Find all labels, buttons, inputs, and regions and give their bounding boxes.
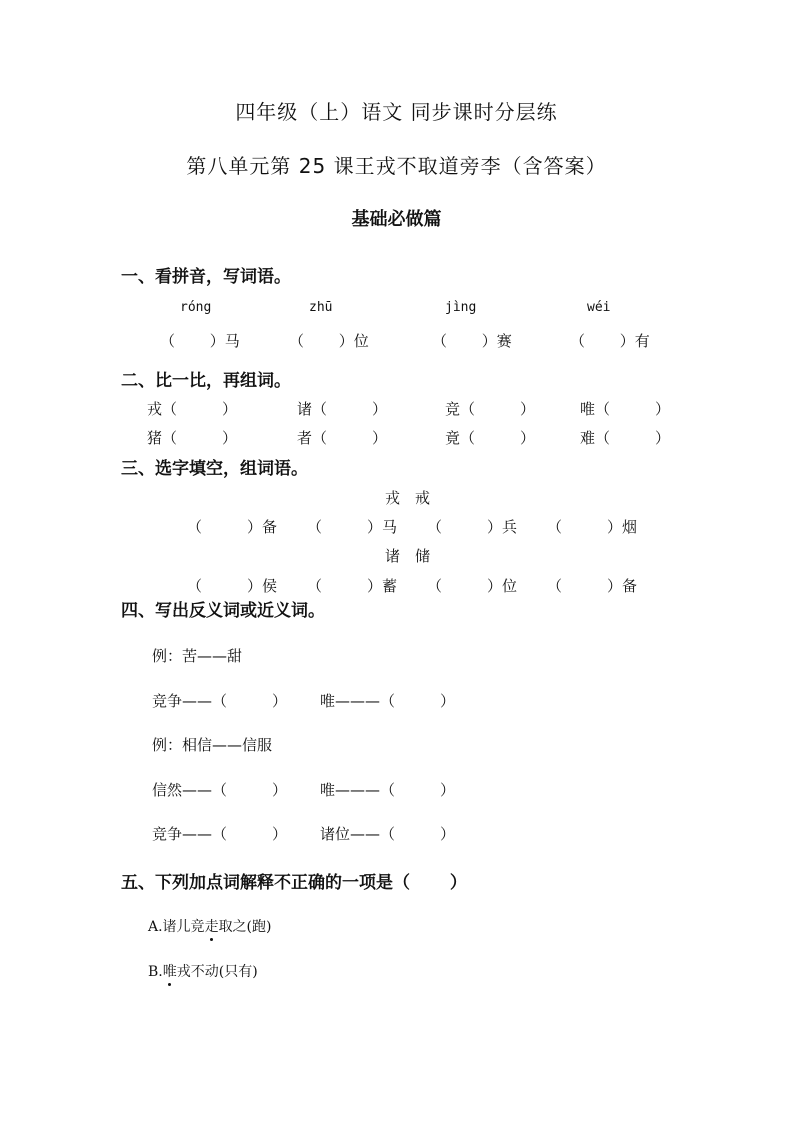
- q1-blank-1: （ ）马: [160, 332, 240, 350]
- q2-row1-2: 诸（ ）: [297, 400, 388, 418]
- q3-group1-blank-4: （ ）烟: [547, 518, 638, 536]
- q3-group2-blank-1: （ ）侯: [187, 577, 278, 595]
- q3-group1-blank-1: （ ）备: [187, 518, 278, 536]
- q1-blank-4: （ ）有: [570, 332, 650, 350]
- q5-option-b-dotted-char: 唯: [162, 964, 177, 980]
- q3-group1-blank-3: （ ）兵: [427, 518, 518, 536]
- q1-blank-2: （ ）位: [289, 332, 369, 350]
- q5-option-a: [148, 916, 272, 936]
- q2-row2-2: 者（ ）: [297, 429, 388, 447]
- q2-heading: 二、比一比，再组词。: [121, 371, 291, 391]
- q3-group2-blank-3: （ ）位: [427, 577, 518, 595]
- q5-heading: 五、下列加点词解释不正确的一项是（ ）: [121, 873, 467, 893]
- q5-option-a-suffix: 取之(跑): [218, 919, 272, 935]
- q4-line2-2: 唯———（ ）: [320, 781, 456, 799]
- q5-option-b: [148, 961, 258, 981]
- q2-row2-4: 难（ ）: [580, 429, 671, 447]
- q2-row1-3: 竞（ ）: [445, 400, 536, 418]
- q4-example-1: 例：苦——甜: [152, 647, 243, 665]
- q5-option-a-prefix: A.诸儿竞: [148, 919, 205, 935]
- q4-example-2: 例：相信——信服: [152, 736, 273, 754]
- q4-line3-1: 竞争——（ ）: [152, 825, 288, 843]
- q4-line2-1: 信然——（ ）: [152, 781, 288, 799]
- q4-heading: 四、写出反义词或近义词。: [121, 601, 325, 621]
- q1-pinyin-2: zhū: [309, 300, 333, 315]
- q2-row1-1: 戎（ ）: [147, 400, 238, 418]
- q3-group1-blank-2: （ ）马: [307, 518, 398, 536]
- q1-pinyin-1: róng: [180, 300, 212, 315]
- q4-line1-2: 唯———（ ）: [320, 692, 456, 710]
- q2-row2-1: 猪（ ）: [147, 429, 238, 447]
- q3-group2-chars: 诸 储: [385, 547, 431, 565]
- q2-row1-4: 唯（ ）: [580, 400, 671, 418]
- q3-group1-chars: 戎 戒: [385, 489, 431, 507]
- q4-line1-1: 竞争——（ ）: [152, 692, 288, 710]
- q5-option-b-prefix: B.: [148, 964, 163, 980]
- q1-heading: 一、看拼音，写词语。: [121, 267, 291, 287]
- q3-heading: 三、选字填空，组词语。: [121, 459, 308, 479]
- q5-option-a-dotted-char: 走: [204, 919, 219, 935]
- q1-pinyin-4: wéi: [587, 300, 611, 315]
- page-title: 四年级（上）语文 同步课时分层练: [235, 100, 558, 124]
- q1-blank-3: （ ）赛: [432, 332, 512, 350]
- q5-option-b-suffix: 戎不动(只有): [176, 964, 258, 980]
- section-subtitle: 基础必做篇: [351, 209, 442, 230]
- q1-pinyin-3: jìng: [445, 300, 477, 315]
- lesson-title: 第八单元第 25 课王戎不取道旁李（含答案）: [186, 154, 607, 178]
- q4-line3-2: 诸位——（ ）: [320, 825, 456, 843]
- q2-row2-3: 竟（ ）: [445, 429, 536, 447]
- q3-group2-blank-2: （ ）蓄: [307, 577, 398, 595]
- q3-group2-blank-4: （ ）备: [547, 577, 638, 595]
